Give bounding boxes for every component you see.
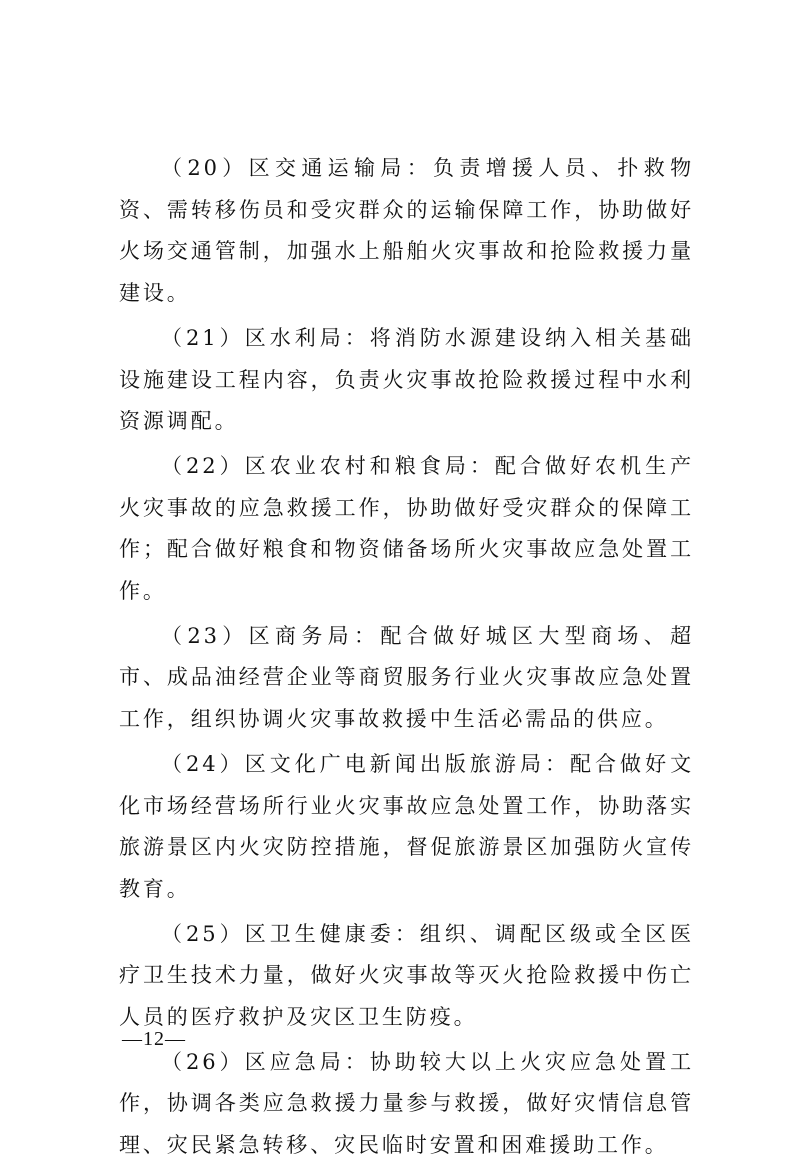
paragraph-22-agriculture-bureau: （22）区农业农村和粮食局：配合做好农机生产火灾事故的应急救援工作，协助做好受灾群众的保障工作；配合做好粮食和物资储备场所火灾事故应急处置工作。 <box>119 453 694 604</box>
paragraph-21-water-bureau: （21）区水利局：将消防水源建设纳入相关基础设施建设工程内容，负责火灾事故抢险救援过程中水利资源调配。 <box>119 325 694 434</box>
paragraph-26-emergency-bureau: （26）区应急局：协助较大以上火灾应急处置工作，协调各类应急救援力量参与救援，做好灾情信息管理、灾民紧急转移、灾民临时安置和困难援助工作。 <box>119 1049 694 1158</box>
paragraph-23-commerce-bureau: （23）区商务局：配合做好城区大型商场、超市、成品油经营企业等商贸服务行业火灾事故应急处置工作，组织协调火灾事故救援中生活必需品的供应。 <box>119 623 694 732</box>
document-body <box>119 148 694 1170</box>
paragraph-24-culture-tourism-bureau: （24）区文化广电新闻出版旅游局：配合做好文化市场经营场所行业火灾事故应急处置工作，协助落实旅游景区内火灾防控措施，督促旅游景区加强防火宣传教育。 <box>119 751 694 901</box>
paragraph-20-transport-bureau: （20）区交通运输局：负责增援人员、扑救物资、需转移伤员和受灾群众的运输保障工作，协助做好火场交通管制，加强水上船舶火灾事故和抢险救援力量建设。 <box>119 156 694 306</box>
page-number: —12— <box>122 1028 186 1050</box>
paragraph-25-health-commission: （25）区卫生健康委：组织、调配区级或全区医疗卫生技术力量，做好火灾事故等灭火抢险救援中伤亡人员的医疗救护及灾区卫生防疫。 <box>119 921 694 1030</box>
